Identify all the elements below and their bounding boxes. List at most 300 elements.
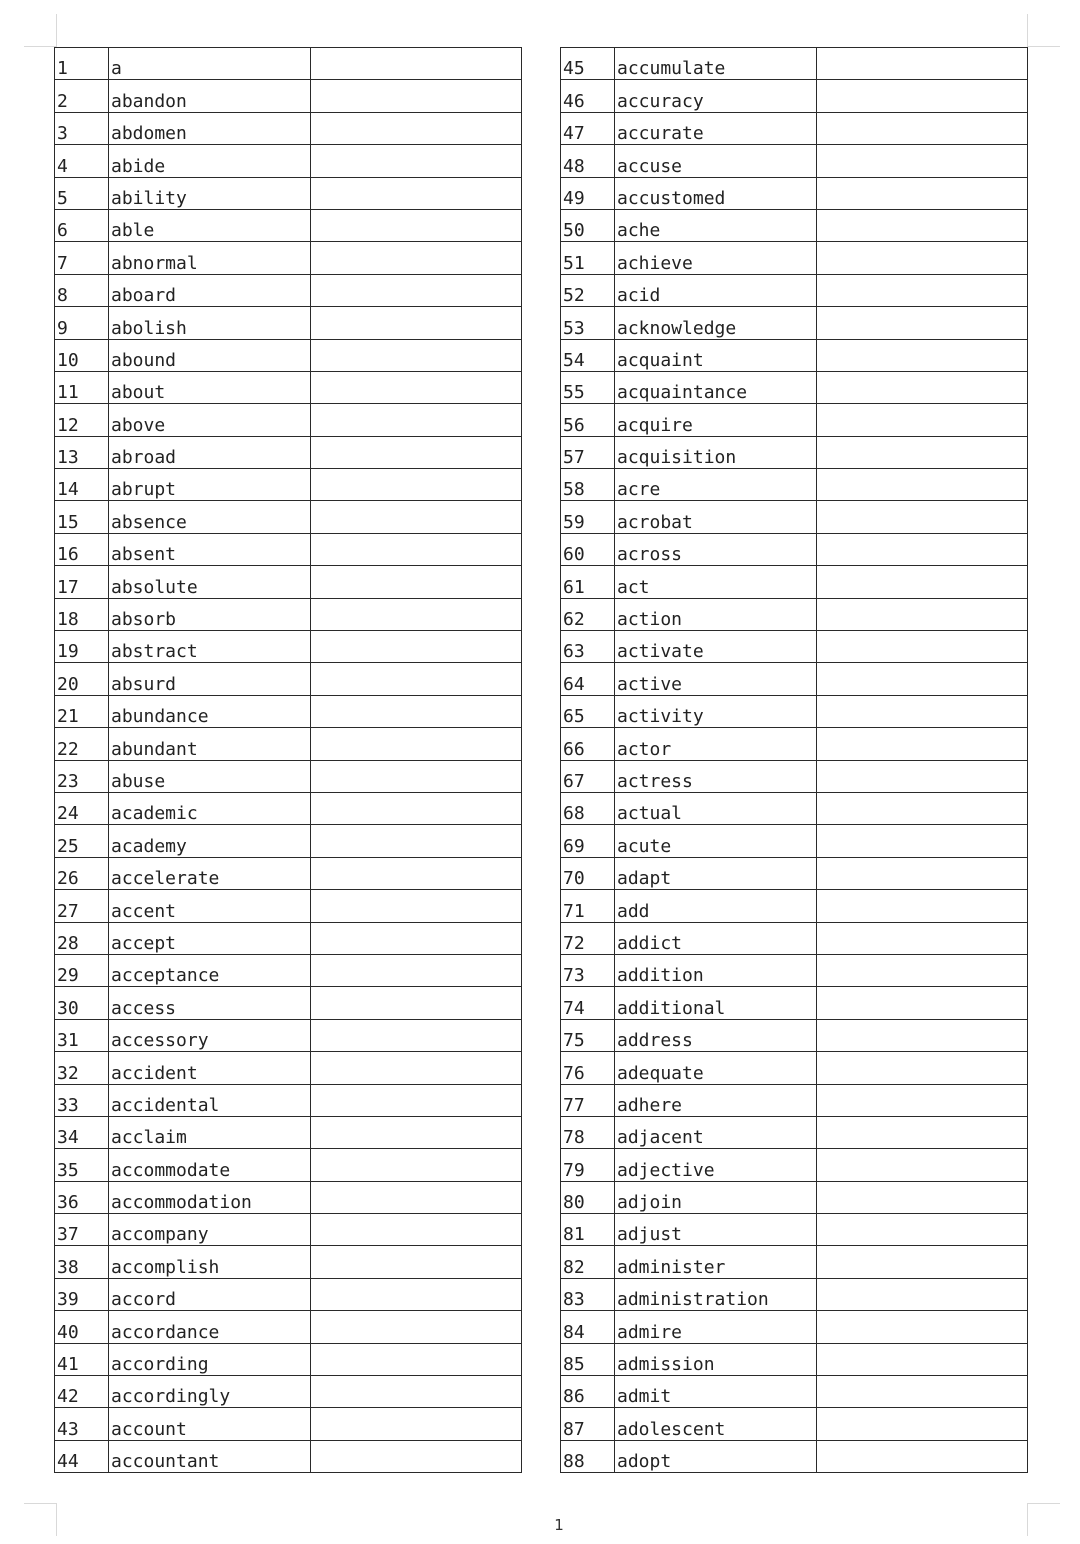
answer-cell [311, 1084, 522, 1116]
vocabulary-word: able [109, 209, 311, 241]
answer-cell [817, 1311, 1028, 1343]
answer-cell [311, 1408, 522, 1440]
row-number: 3 [55, 112, 109, 144]
vocabulary-word: action [615, 598, 817, 630]
row-number: 62 [561, 598, 615, 630]
vocabulary-word: above [109, 404, 311, 436]
crop-mark-top-left-v [56, 14, 57, 47]
answer-cell [311, 1181, 522, 1213]
row-number: 58 [561, 469, 615, 501]
row-number: 61 [561, 566, 615, 598]
answer-cell [311, 80, 522, 112]
table-row [55, 922, 522, 954]
table-row [561, 1311, 1028, 1343]
answer-cell [817, 1440, 1028, 1472]
vocabulary-table-right [560, 47, 1028, 1473]
row-number: 52 [561, 274, 615, 306]
table-row [55, 857, 522, 889]
vocabulary-word: abdomen [109, 112, 311, 144]
vocabulary-word: administer [615, 1246, 817, 1278]
table-row [55, 1246, 522, 1278]
answer-cell [311, 1019, 522, 1051]
table-row [561, 48, 1028, 80]
row-number: 46 [561, 80, 615, 112]
row-number: 66 [561, 728, 615, 760]
table-row [561, 857, 1028, 889]
answer-cell [311, 598, 522, 630]
row-number: 47 [561, 112, 615, 144]
vocabulary-word: accuracy [615, 80, 817, 112]
answer-cell [817, 1246, 1028, 1278]
vocabulary-word: acquisition [615, 436, 817, 468]
row-number: 6 [55, 209, 109, 241]
vocabulary-word: accurate [615, 112, 817, 144]
row-number: 43 [55, 1408, 109, 1440]
table-row [55, 533, 522, 565]
table-row [561, 1084, 1028, 1116]
table-row [561, 598, 1028, 630]
vocabulary-word: accident [109, 1052, 311, 1084]
vocabulary-word: adjoin [615, 1181, 817, 1213]
answer-cell [311, 307, 522, 339]
vocabulary-word: ache [615, 209, 817, 241]
table-row [55, 760, 522, 792]
answer-cell [817, 1408, 1028, 1440]
row-number: 82 [561, 1246, 615, 1278]
table-row [561, 1343, 1028, 1375]
answer-cell [311, 1246, 522, 1278]
row-number: 5 [55, 177, 109, 209]
vocabulary-word: accordingly [109, 1376, 311, 1408]
table-row [561, 631, 1028, 663]
vocabulary-word: adopt [615, 1440, 817, 1472]
answer-cell [817, 242, 1028, 274]
table-row [55, 987, 522, 1019]
crop-mark-top-right-h [1028, 46, 1060, 47]
vocabulary-word: actor [615, 728, 817, 760]
vocabulary-word: accidental [109, 1084, 311, 1116]
answer-cell [311, 469, 522, 501]
table-row [561, 145, 1028, 177]
table-row [55, 436, 522, 468]
table-row [561, 1278, 1028, 1310]
vocabulary-word: active [615, 663, 817, 695]
table-row [55, 501, 522, 533]
row-number: 85 [561, 1343, 615, 1375]
vocabulary-word: add [615, 890, 817, 922]
table-row [561, 566, 1028, 598]
row-number: 32 [55, 1052, 109, 1084]
table-row [561, 1019, 1028, 1051]
vocabulary-word: academy [109, 825, 311, 857]
row-number: 36 [55, 1181, 109, 1213]
table-row [561, 404, 1028, 436]
row-number: 1 [55, 48, 109, 80]
row-number: 16 [55, 533, 109, 565]
vocabulary-word: acrobat [615, 501, 817, 533]
row-number: 22 [55, 728, 109, 760]
table-row [561, 1214, 1028, 1246]
table-row [561, 728, 1028, 760]
vocabulary-word: according [109, 1343, 311, 1375]
vocabulary-word: adjective [615, 1149, 817, 1181]
answer-cell [311, 1052, 522, 1084]
vocabulary-word: activity [615, 695, 817, 727]
vocabulary-word: accept [109, 922, 311, 954]
row-number: 10 [55, 339, 109, 371]
row-number: 86 [561, 1376, 615, 1408]
answer-cell [817, 1376, 1028, 1408]
answer-cell [817, 339, 1028, 371]
answer-cell [311, 1440, 522, 1472]
table-row [55, 728, 522, 760]
answer-cell [817, 1343, 1028, 1375]
answer-cell [817, 469, 1028, 501]
vocabulary-word: absorb [109, 598, 311, 630]
answer-cell [817, 890, 1028, 922]
answer-cell [817, 728, 1028, 760]
row-number: 12 [55, 404, 109, 436]
table-row [561, 501, 1028, 533]
table-row [55, 1343, 522, 1375]
row-number: 41 [55, 1343, 109, 1375]
row-number: 83 [561, 1278, 615, 1310]
table-row [55, 695, 522, 727]
row-number: 37 [55, 1214, 109, 1246]
row-number: 44 [55, 1440, 109, 1472]
vocabulary-word: account [109, 1408, 311, 1440]
table-row [55, 954, 522, 986]
vocabulary-word: acquire [615, 404, 817, 436]
vocabulary-word: additional [615, 987, 817, 1019]
vocabulary-word: accordance [109, 1311, 311, 1343]
row-number: 14 [55, 469, 109, 501]
row-number: 35 [55, 1149, 109, 1181]
vocabulary-word: accompany [109, 1214, 311, 1246]
vocabulary-word: acceptance [109, 954, 311, 986]
table-row [55, 274, 522, 306]
vocabulary-word: academic [109, 792, 311, 824]
vocabulary-word: abrupt [109, 469, 311, 501]
answer-cell [311, 825, 522, 857]
row-number: 25 [55, 825, 109, 857]
vocabulary-word: abuse [109, 760, 311, 792]
table-row [55, 1149, 522, 1181]
row-number: 70 [561, 857, 615, 889]
table-row [55, 1052, 522, 1084]
vocabulary-word: abolish [109, 307, 311, 339]
answer-cell [817, 112, 1028, 144]
row-number: 20 [55, 663, 109, 695]
table-row [561, 760, 1028, 792]
row-number: 57 [561, 436, 615, 468]
row-number: 24 [55, 792, 109, 824]
vocabulary-word: accommodate [109, 1149, 311, 1181]
row-number: 77 [561, 1084, 615, 1116]
row-number: 73 [561, 954, 615, 986]
vocabulary-word: absolute [109, 566, 311, 598]
table-row [561, 177, 1028, 209]
vocabulary-word: abundance [109, 695, 311, 727]
table-row [55, 1116, 522, 1148]
table-row [55, 1084, 522, 1116]
table-row [561, 825, 1028, 857]
table-row [561, 695, 1028, 727]
vocabulary-word: actual [615, 792, 817, 824]
row-number: 11 [55, 371, 109, 403]
answer-cell [817, 1084, 1028, 1116]
table-row [55, 566, 522, 598]
vocabulary-word: absurd [109, 663, 311, 695]
vocabulary-word: abnormal [109, 242, 311, 274]
table-row [55, 209, 522, 241]
answer-cell [311, 145, 522, 177]
row-number: 64 [561, 663, 615, 695]
vocabulary-word: accord [109, 1278, 311, 1310]
row-number: 76 [561, 1052, 615, 1084]
vocabulary-word: administration [615, 1278, 817, 1310]
vocabulary-word: adjacent [615, 1116, 817, 1148]
table-row [55, 177, 522, 209]
vocabulary-table-left [54, 47, 522, 1473]
vocabulary-word: accommodation [109, 1181, 311, 1213]
table-row [55, 598, 522, 630]
row-number: 34 [55, 1116, 109, 1148]
table-row [561, 1440, 1028, 1472]
answer-cell [311, 242, 522, 274]
answer-cell [817, 274, 1028, 306]
table-row [561, 922, 1028, 954]
answer-cell [817, 436, 1028, 468]
table-row [561, 436, 1028, 468]
row-number: 48 [561, 145, 615, 177]
row-number: 75 [561, 1019, 615, 1051]
table-row [55, 469, 522, 501]
table-row [55, 1376, 522, 1408]
answer-cell [817, 1116, 1028, 1148]
answer-cell [817, 792, 1028, 824]
row-number: 67 [561, 760, 615, 792]
table-row [561, 1376, 1028, 1408]
vocabulary-word: access [109, 987, 311, 1019]
vocabulary-word: acre [615, 469, 817, 501]
table-row [55, 1181, 522, 1213]
row-number: 63 [561, 631, 615, 663]
vocabulary-word: acquaintance [615, 371, 817, 403]
row-number: 51 [561, 242, 615, 274]
table-row [55, 371, 522, 403]
table-row [55, 1408, 522, 1440]
vocabulary-word: accountant [109, 1440, 311, 1472]
answer-cell [817, 80, 1028, 112]
table-row [561, 1149, 1028, 1181]
row-number: 68 [561, 792, 615, 824]
vocabulary-word: abandon [109, 80, 311, 112]
vocabulary-word: acquaint [615, 339, 817, 371]
answer-cell [817, 371, 1028, 403]
row-number: 60 [561, 533, 615, 565]
row-number: 87 [561, 1408, 615, 1440]
table-row [55, 792, 522, 824]
vocabulary-word: admit [615, 1376, 817, 1408]
answer-cell [817, 533, 1028, 565]
table-row [561, 469, 1028, 501]
table-row [55, 1278, 522, 1310]
row-number: 55 [561, 371, 615, 403]
answer-cell [311, 922, 522, 954]
table-row [561, 242, 1028, 274]
answer-cell [817, 501, 1028, 533]
row-number: 27 [55, 890, 109, 922]
vocabulary-word: absence [109, 501, 311, 533]
vocabulary-word: acute [615, 825, 817, 857]
table-row [561, 1246, 1028, 1278]
answer-cell [817, 177, 1028, 209]
table-row [55, 80, 522, 112]
answer-cell [311, 1343, 522, 1375]
vocabulary-word: accomplish [109, 1246, 311, 1278]
row-number: 65 [561, 695, 615, 727]
answer-cell [311, 436, 522, 468]
vocabulary-word: accelerate [109, 857, 311, 889]
table-row [55, 825, 522, 857]
row-number: 84 [561, 1311, 615, 1343]
vocabulary-word: activate [615, 631, 817, 663]
answer-cell [817, 1181, 1028, 1213]
row-number: 71 [561, 890, 615, 922]
table-row [561, 663, 1028, 695]
row-number: 79 [561, 1149, 615, 1181]
answer-cell [817, 1019, 1028, 1051]
row-number: 53 [561, 307, 615, 339]
answer-cell [817, 663, 1028, 695]
row-number: 50 [561, 209, 615, 241]
row-number: 8 [55, 274, 109, 306]
answer-cell [817, 404, 1028, 436]
table-row [561, 274, 1028, 306]
row-number: 15 [55, 501, 109, 533]
vocabulary-word: achieve [615, 242, 817, 274]
row-number: 56 [561, 404, 615, 436]
row-number: 88 [561, 1440, 615, 1472]
table-row [55, 1311, 522, 1343]
answer-cell [311, 1116, 522, 1148]
row-number: 7 [55, 242, 109, 274]
row-number: 18 [55, 598, 109, 630]
vocabulary-word: abide [109, 145, 311, 177]
table-row [561, 1181, 1028, 1213]
answer-cell [311, 371, 522, 403]
row-number: 49 [561, 177, 615, 209]
table-row [55, 1214, 522, 1246]
table-row [561, 307, 1028, 339]
table-row [55, 145, 522, 177]
answer-cell [817, 954, 1028, 986]
answer-cell [817, 209, 1028, 241]
answer-cell [311, 695, 522, 727]
crop-mark-bottom-left-h [24, 1503, 56, 1504]
vocabulary-word: accumulate [615, 48, 817, 80]
vocabulary-word: accustomed [615, 177, 817, 209]
row-number: 38 [55, 1246, 109, 1278]
answer-cell [817, 598, 1028, 630]
vocabulary-word: across [615, 533, 817, 565]
table-row [561, 792, 1028, 824]
vocabulary-word: admire [615, 1311, 817, 1343]
row-number: 9 [55, 307, 109, 339]
row-number: 19 [55, 631, 109, 663]
answer-cell [817, 631, 1028, 663]
answer-cell [311, 1311, 522, 1343]
table-row [561, 890, 1028, 922]
answer-cell [311, 663, 522, 695]
row-number: 28 [55, 922, 109, 954]
row-number: 33 [55, 1084, 109, 1116]
answer-cell [311, 1149, 522, 1181]
crop-mark-top-left-h [24, 46, 56, 47]
row-number: 17 [55, 566, 109, 598]
vocabulary-word: addition [615, 954, 817, 986]
table-row [55, 339, 522, 371]
row-number: 29 [55, 954, 109, 986]
table-row [561, 209, 1028, 241]
row-number: 39 [55, 1278, 109, 1310]
answer-cell [311, 501, 522, 533]
answer-cell [817, 1278, 1028, 1310]
table-row [55, 404, 522, 436]
answer-cell [311, 339, 522, 371]
vocabulary-word: abstract [109, 631, 311, 663]
answer-cell [311, 112, 522, 144]
table-row [561, 112, 1028, 144]
answer-cell [311, 792, 522, 824]
row-number: 23 [55, 760, 109, 792]
answer-cell [817, 566, 1028, 598]
answer-cell [817, 695, 1028, 727]
table-row [561, 954, 1028, 986]
row-number: 2 [55, 80, 109, 112]
vocabulary-word: about [109, 371, 311, 403]
vocabulary-word: adjust [615, 1214, 817, 1246]
answer-cell [311, 954, 522, 986]
vocabulary-word: act [615, 566, 817, 598]
vocabulary-word: acclaim [109, 1116, 311, 1148]
table-row [561, 371, 1028, 403]
table-row [561, 987, 1028, 1019]
row-number: 26 [55, 857, 109, 889]
vocabulary-word: address [615, 1019, 817, 1051]
answer-cell [311, 1376, 522, 1408]
answer-cell [311, 857, 522, 889]
vocabulary-word: adhere [615, 1084, 817, 1116]
vocabulary-word: acid [615, 274, 817, 306]
row-number: 31 [55, 1019, 109, 1051]
table-row [55, 307, 522, 339]
answer-cell [311, 631, 522, 663]
vocabulary-word: adequate [615, 1052, 817, 1084]
answer-cell [817, 922, 1028, 954]
row-number: 74 [561, 987, 615, 1019]
table-row [55, 112, 522, 144]
answer-cell [817, 825, 1028, 857]
answer-cell [817, 857, 1028, 889]
vocabulary-word: abundant [109, 728, 311, 760]
answer-cell [311, 177, 522, 209]
answer-cell [311, 566, 522, 598]
vocabulary-word: accuse [615, 145, 817, 177]
page-number: 1 [554, 1516, 564, 1534]
answer-cell [311, 1278, 522, 1310]
